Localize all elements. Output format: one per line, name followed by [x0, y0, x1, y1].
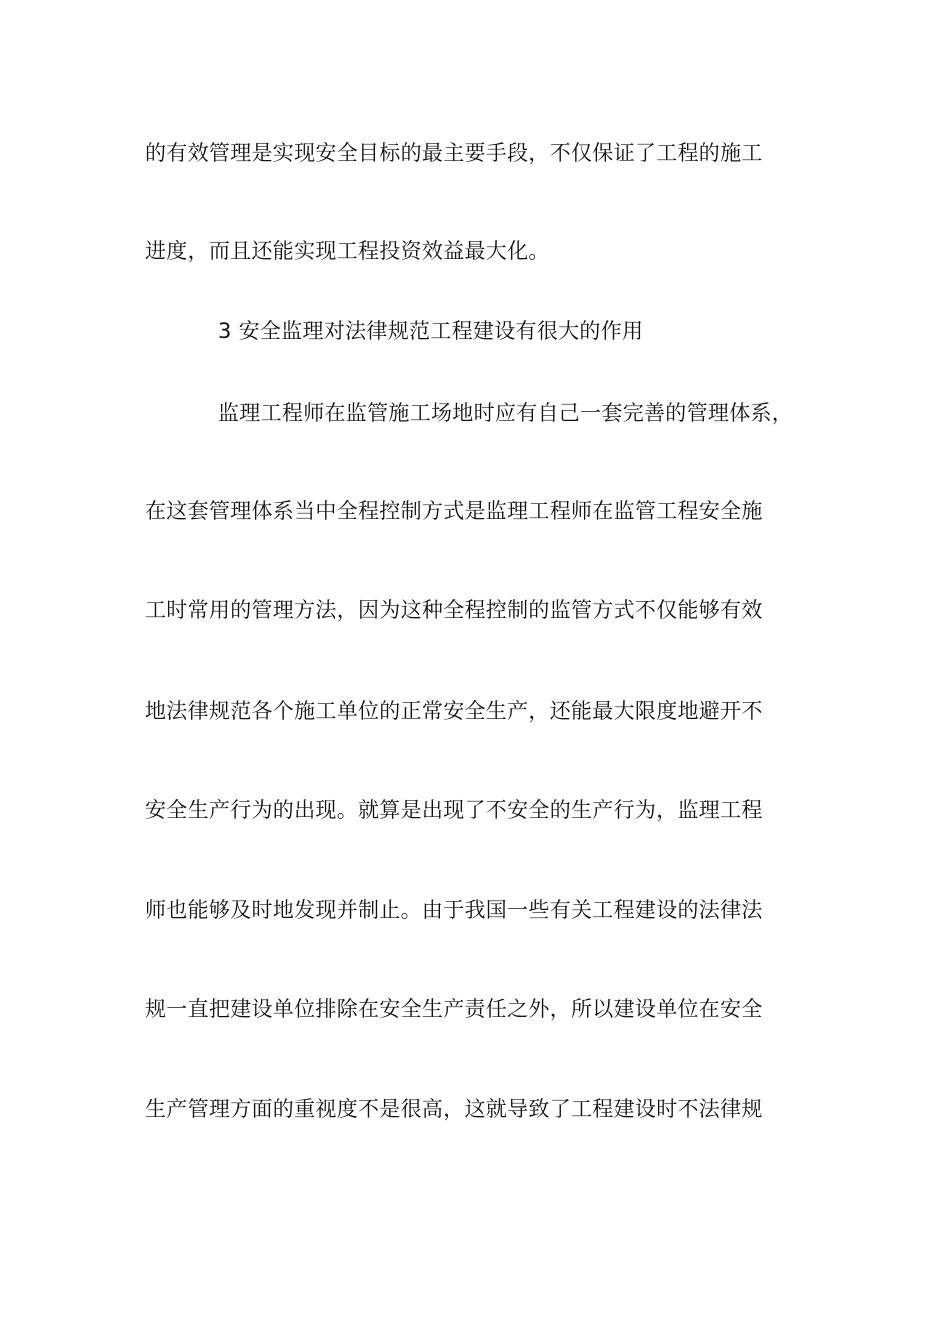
section-heading: 3 安全监理对法律规范工程建设有很大的作用	[218, 319, 644, 343]
paragraph-line: 规一直把建设单位排除在安全生产责任之外，所以建设单位在安全	[145, 997, 763, 1021]
paragraph-line: 生产管理方面的重视度不是很高，这就导致了工程建设时不法律规	[145, 1097, 763, 1121]
paragraph-line: 师也能够及时地发现并制止。由于我国一些有关工程建设的法律法	[145, 898, 763, 922]
paragraph-line: 安全生产行为的出现。就算是出现了不安全的生产行为，监理工程	[145, 798, 763, 822]
paragraph-line: 进度，而且还能实现工程投资效益最大化。	[145, 239, 550, 263]
paragraph-line: 的有效管理是实现安全目标的最主要手段，不仅保证了工程的施工	[145, 141, 763, 165]
paragraph-line: 工时常用的管理方法，因为这种全程控制的监管方式不仅能够有效	[145, 598, 763, 622]
paragraph-line: 地法律规范各个施工单位的正常安全生产，还能最大限度地避开不	[145, 699, 763, 723]
paragraph-line: 监理工程师在监管施工场地时应有自己一套完善的管理体系，	[218, 401, 794, 425]
paragraph-line: 在这套管理体系当中全程控制方式是监理工程师在监管工程安全施	[145, 499, 763, 523]
